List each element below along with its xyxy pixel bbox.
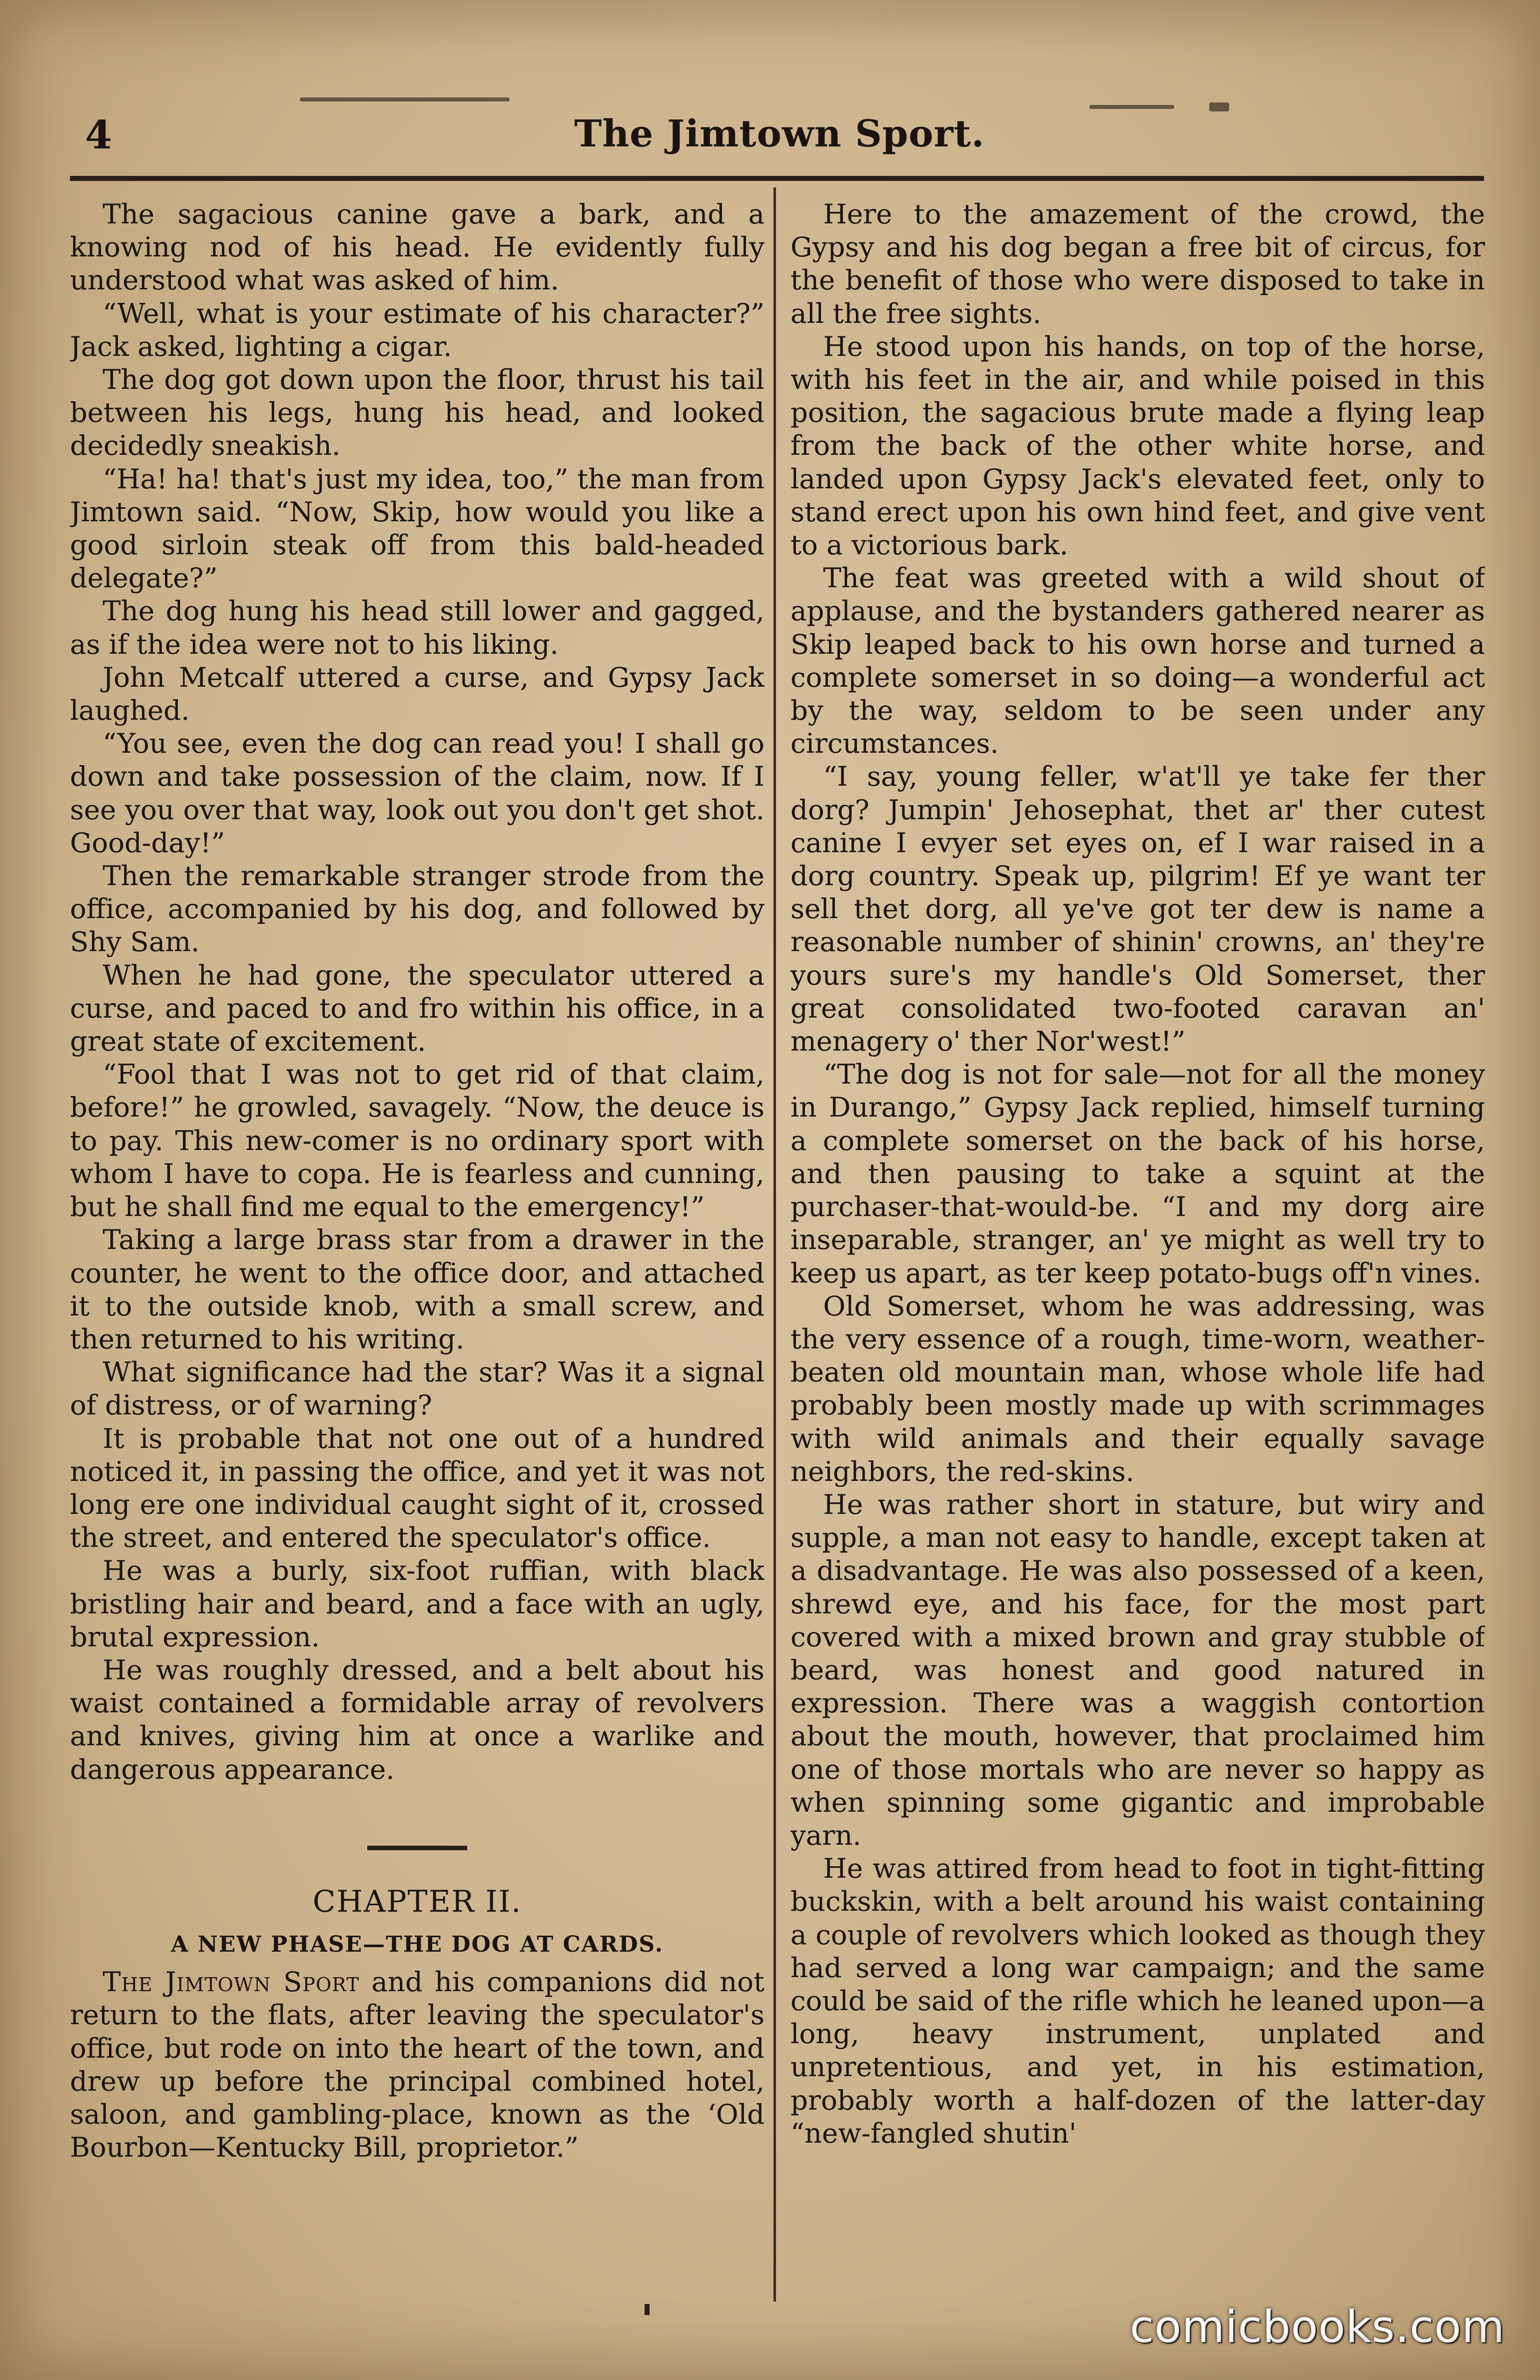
running-title: The Jimtown Sport. [574,112,985,155]
paragraph: He stood upon his hands, on top of the horse, with his feet in the air, and while poised in this position, the sagacious brute made a flying leap from the back of the other white horse, and landed upon Gypsy Jack's elevated feet, only to stand erect upon his own hind feet, and give vent to a victorious bark. [790,330,1485,561]
paragraph: What significance had the star? Was it a signal of distress, or of warning? [70,1356,765,1421]
paragraph: “Fool that I was not to get rid of that claim, before!” he growled, savagely. “Now, the deuce is to pay. This new-comer is no ordinary sport with whom I have to copa. He is fearless and cunning, but he shall find me equal to the emergency!” [70,1058,765,1223]
paragraph: “You see, even the dog can read you! I shall go down and take possession of the claim, now. If I see you over that way, look out you don't get shot. Good-day!” [70,727,765,859]
paragraph: The dog got down upon the floor, thrust his tail between his legs, hung his head, and looked decidedly sneakish. [70,363,765,462]
paragraph: It is probable that not one out of a hundred noticed it, in passing the office, and yet it was not long ere one individual caught sight of it, crossed the street, and entered the speculator's office. [70,1422,765,1554]
chapter-title: CHAPTER II. [312,1884,522,1919]
paragraph: Taking a large brass star from a drawer in the counter, he went to the office door, and attached it to the outside knob, with a small screw, and then returned to his writing. [70,1223,765,1355]
paragraph: “I say, young feller, w'at'll ye take fer ther dorg? Jumpin' Jehosephat, thet ar' ther cutest canine I evyer set eyes on, ef I war raised in a dorg country. Speak up, pilgrim! Ef ye want ter sell thet dorg, all ye've got ter dew is name a reasonable number of shinin' crowns, an' they're yours sure's my handle's Old Somerset, ther great consolidated two-footed caravan an' menagery o' ther Nor'west!” [790,760,1485,1058]
page-header [75,102,1484,172]
paragraph: When he had gone, the speculator uttered a curse, and paced to and fro within his office, in a great state of excitement. [70,959,765,1058]
chapter-subtitle: A NEW PHASE—THE DOG AT CARDS. [171,1931,664,1957]
paragraph: The sagacious canine gave a bark, and a knowing nod of his head. He evidently fully understood what was asked of him. [70,198,765,296]
paragraph: John Metcalf uttered a curse, and Gypsy Jack laughed. [70,661,765,727]
column-divider [773,187,776,2302]
paragraph: Here to the amazement of the crowd, the Gypsy and his dog began a free bit of circus, for the benefit of those who were disposed to take in all the free sights. [790,198,1485,329]
paragraph: “Well, what is your estimate of his character?” Jack asked, lighting a cigar. [70,297,765,362]
print-smudge [300,97,510,101]
left-column [70,197,765,2297]
watermark: comicbooks.com [1129,2301,1505,2353]
paragraph: “The dog is not for sale—not for all the money in Durango,” Gypsy Jack replied, himself turning a complete somerset on the back of his horse, and then pausing to take a squint at the purchaser-that-would-be. “I and my dorg aire inseparable, stranger, an' ye might as well try to keep us apart, as ter keep potato-bugs off'n vines. [790,1058,1485,1289]
paragraph: He was a burly, six-foot ruffian, with black bristling hair and beard, and a face with an ugly, brutal expression. [70,1554,765,1653]
paragraph: He was roughly dressed, and a belt about his waist contained a formidable array of revolvers and knives, giving him at once a warlike and dangerous appearance. [70,1653,765,1785]
paragraph: Old Somerset, whom he was addressing, was the very essence of a rough, time-worn, weather-beaten old mountain man, whose whole life had probably been mostly made up with scrimmages with wild animals and their equally savage neighbors, the red-skins. [790,1289,1485,1487]
print-mark [645,2304,650,2315]
paragraph: The feat was greeted with a wild shout of applause, and the bystanders gathered nearer as Skip leaped back to his own horse and turned a complete somerset in so doing—a wonderful act by the way, seldom to be seen under any circumstances. [790,562,1485,760]
chapter-divider-rule [367,1846,467,1850]
paragraph: He was attired from head to foot in tight-fitting buckskin, with a belt around his waist containing a couple of revolvers which looked as though they had served a long war campaign; and the same could be said of the rifle which he leaned upon—a long, heavy instrument, unplated and unpretentious, and yet, in his estimation, probably worth a half-dozen of the latter-day “new-fangled shutin' [790,1852,1485,2149]
paragraph: The dog hung his head still lower and gagged, as if the idea were not to his liking. [70,595,765,660]
chapter-opening-smallcaps: The Jimtown Sport [102,1966,360,1998]
chapter-opening-paragraph [70,1965,765,2164]
paragraph: He was rather short in stature, but wiry and supple, a man not easy to handle, except taken at a disadvantage. He was also possessed of a keen, shrewd eye, and his face, for the most part covered with a mixed brown and gray stubble of beard, was honest and good natured in expression. There was a waggish contortion about the mouth, however, that proclaimed him one of those mortals who are never so happy as when spinning some gigantic and improbable yarn. [790,1488,1485,1851]
right-column [790,197,1485,2297]
header-rule [70,176,1484,181]
chapter-opening-text: and his companions did not return to the flats, after leaving the speculator's office, but rode on into the heart of the town, and drew up before the principal combined hotel, saloon, and gambling-place, known as the ‘Old Bourbon—Kentucky Bill, proprietor.” [70,1966,765,2164]
paragraph: “Ha! ha! that's just my idea, too,” the man from Jimtown said. “Now, Skip, how would you like a good sirloin steak off from this bald-headed delegate?” [70,462,765,594]
paragraph: Then the remarkable stranger strode from the office, accompanied by his dog, and followed by Shy Sam. [70,860,765,958]
page-number: 4 [85,112,112,158]
